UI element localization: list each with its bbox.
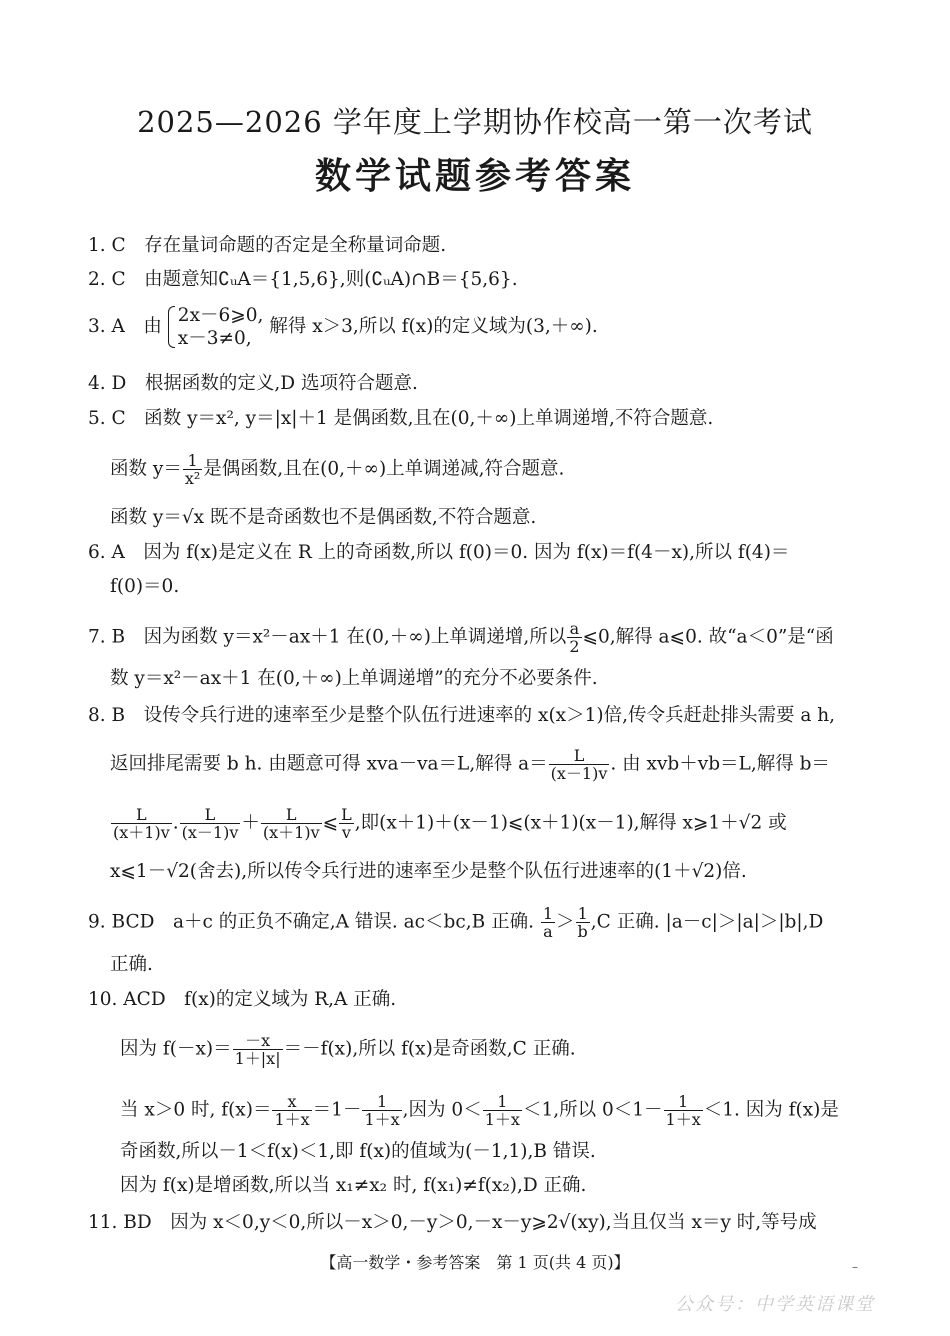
fraction: $\frac{1}{1+x}$ [364,1092,400,1129]
page-footer: 【高一数学・参考答案 第 1 页(共 4 页)】 [320,1253,630,1272]
fraction: $\frac{1}{\text{x²}}$ [184,451,201,488]
fraction: $\frac{L}{(x+1)v}$ [113,805,170,842]
answer-q5-line2: 函数 y＝ $\frac{1}{\text{x²}}$ 是偶函数,且在(0,＋∞)上单调递减,符合题意. [110,451,565,488]
watermark: 公众号：中学英语课堂 [675,1294,875,1315]
answer-q11-line1: 11. BD 因为 x＜0,y＜0,所以－x＞0,－y＞0,－x－y⩾2√(xy),当且仅当 x＝y 时,等号成 [88,1212,817,1233]
answer-q9-line2: 正确. [110,954,153,975]
fraction: $\frac{L}{(x-1)v}$ [181,805,239,842]
answer-q5-line1: 5. C 函数 y＝x², y＝|x|＋1 是偶函数,且在(0,＋∞)上单调递增,不符合题意. [88,408,714,429]
fraction: $\frac{a}{2}$ [569,619,580,656]
fraction: $\frac{1}{1+x}$ [665,1092,701,1129]
answer-q7-line2: 数 y＝x²－ax＋1 在(0,＋∞)上单调递增”的充分不必要条件. [110,668,598,689]
answer-q10-line4: 奇函数,所以－1＜f(x)＜1,即 f(x)的值域为(－1,1),B 错误. [120,1141,596,1162]
fraction: $\frac{1}{b}$ [577,904,588,941]
fraction: $\frac{L}{(x+1)v}$ [262,805,320,842]
fraction: $\frac{1}{1+x}$ [484,1092,520,1129]
answer-q3: 3. A 由 2x－6⩾0, x－3≠0, 解得 x＞3,所以 f(x)的定义域为(3,＋∞). [88,305,598,349]
answer-q10-line1: 10. ACD f(x)的定义域为 R,A 正确. [88,989,397,1010]
fraction: $\frac{L}{(x-1)v}$ [550,746,608,783]
answer-q10-line5: 因为 f(x)是增函数,所以当 x₁≠x₂ 时, f(x₁)≠f(x₂),D 正确. [120,1175,587,1196]
fraction: $\frac{-x}{1+|x|}$ [234,1031,281,1068]
answer-q6-line2: f(0)＝0. [110,576,180,597]
answer-q5-line3: 函数 y＝√x 既不是奇函数也不是偶函数,不符合题意. [110,507,537,528]
answer-q8-line3: $\frac{L}{(x+1)v}$ . $\frac{L}{(x-1)v}$ ＋ $\frac{L}{(x+1)v}$ ⩽ $\frac{L}{v}$ ,即(x＋1)＋(x－1)⩽(x＋1)(x－1),解得 x⩾1＋√2 或 [113,805,787,842]
fraction: $\frac{1}{a}$ [542,904,554,941]
answer-q8-line4: x⩽1－√2(舍去),所以传令兵行进的速率至少是整个队伍行进速率的(1＋√2)倍. [110,861,747,882]
exam-title: 2025—2026 学年度上学期协作校高一第一次考试 [137,105,813,139]
answer-q10-line3: 当 x＞0 时, f(x)＝ $\frac{x}{1+x}$ ＝1－ $\frac{1}{1+x}$ ,因为 0＜ $\frac{1}{1+x}$ ＜1,所以 0＜1－ $\frac{1}{1+x}$ ＜1. 因为 f(x)是 [120,1092,839,1129]
answer-q1: 1. C 存在量词命题的否定是全称量词命题. [88,235,447,256]
answer-q8-line1: 8. B 设传令兵行进的速率至少是整个队伍行进速率的 x(x＞1)倍,传令兵赶赴排头需要 a h, [88,705,836,726]
page-mark: – [852,1260,858,1274]
answer-q2: 2. C 由题意知∁ᵤA＝{1,5,6},则(∁ᵤA)∩B＝{5,6}. [88,269,518,290]
answer-q10-line2: 因为 f(－x)＝ $\frac{-x}{1+|x|}$ ＝－f(x),所以 f(x)是奇函数,C 正确. [120,1031,576,1068]
fraction: $\frac{L}{v}$ [341,805,352,842]
fraction: $\frac{x}{1+x}$ [274,1092,310,1129]
answer-q7-line1: 7. B 因为函数 y＝x²－ax＋1 在(0,＋∞)上单调递增,所以 $\frac{a}{2}$ ⩽0,解得 a⩽0. 故“a＜0”是“函 [88,619,834,656]
answer-q6-line1: 6. A 因为 f(x)是定义在 R 上的奇函数,所以 f(0)＝0. 因为 f(x)＝f(4－x),所以 f(4)＝ [88,542,790,563]
answer-q4: 4. D 根据函数的定义,D 选项符合题意. [88,373,418,394]
inequality-system: 2x－6⩾0, x－3≠0, [168,304,264,350]
answer-q9-line1: 9. BCD a＋c 的正负不确定,A 错误. ac＜bc,B 正确. $\frac{1}{a}$ ＞ $\frac{1}{b}$ ,C 正确. |a－c|＞|a|＞|b|,D [88,904,824,941]
answer-q8-line2: 返回排尾需要 b h. 由题意可得 xva－va＝L,解得 a＝ $\frac{L}{(x-1)v}$ . 由 xvb＋vb＝L,解得 b＝ [110,746,830,783]
answer-key-title: 数学试题参考答案 [314,155,635,197]
